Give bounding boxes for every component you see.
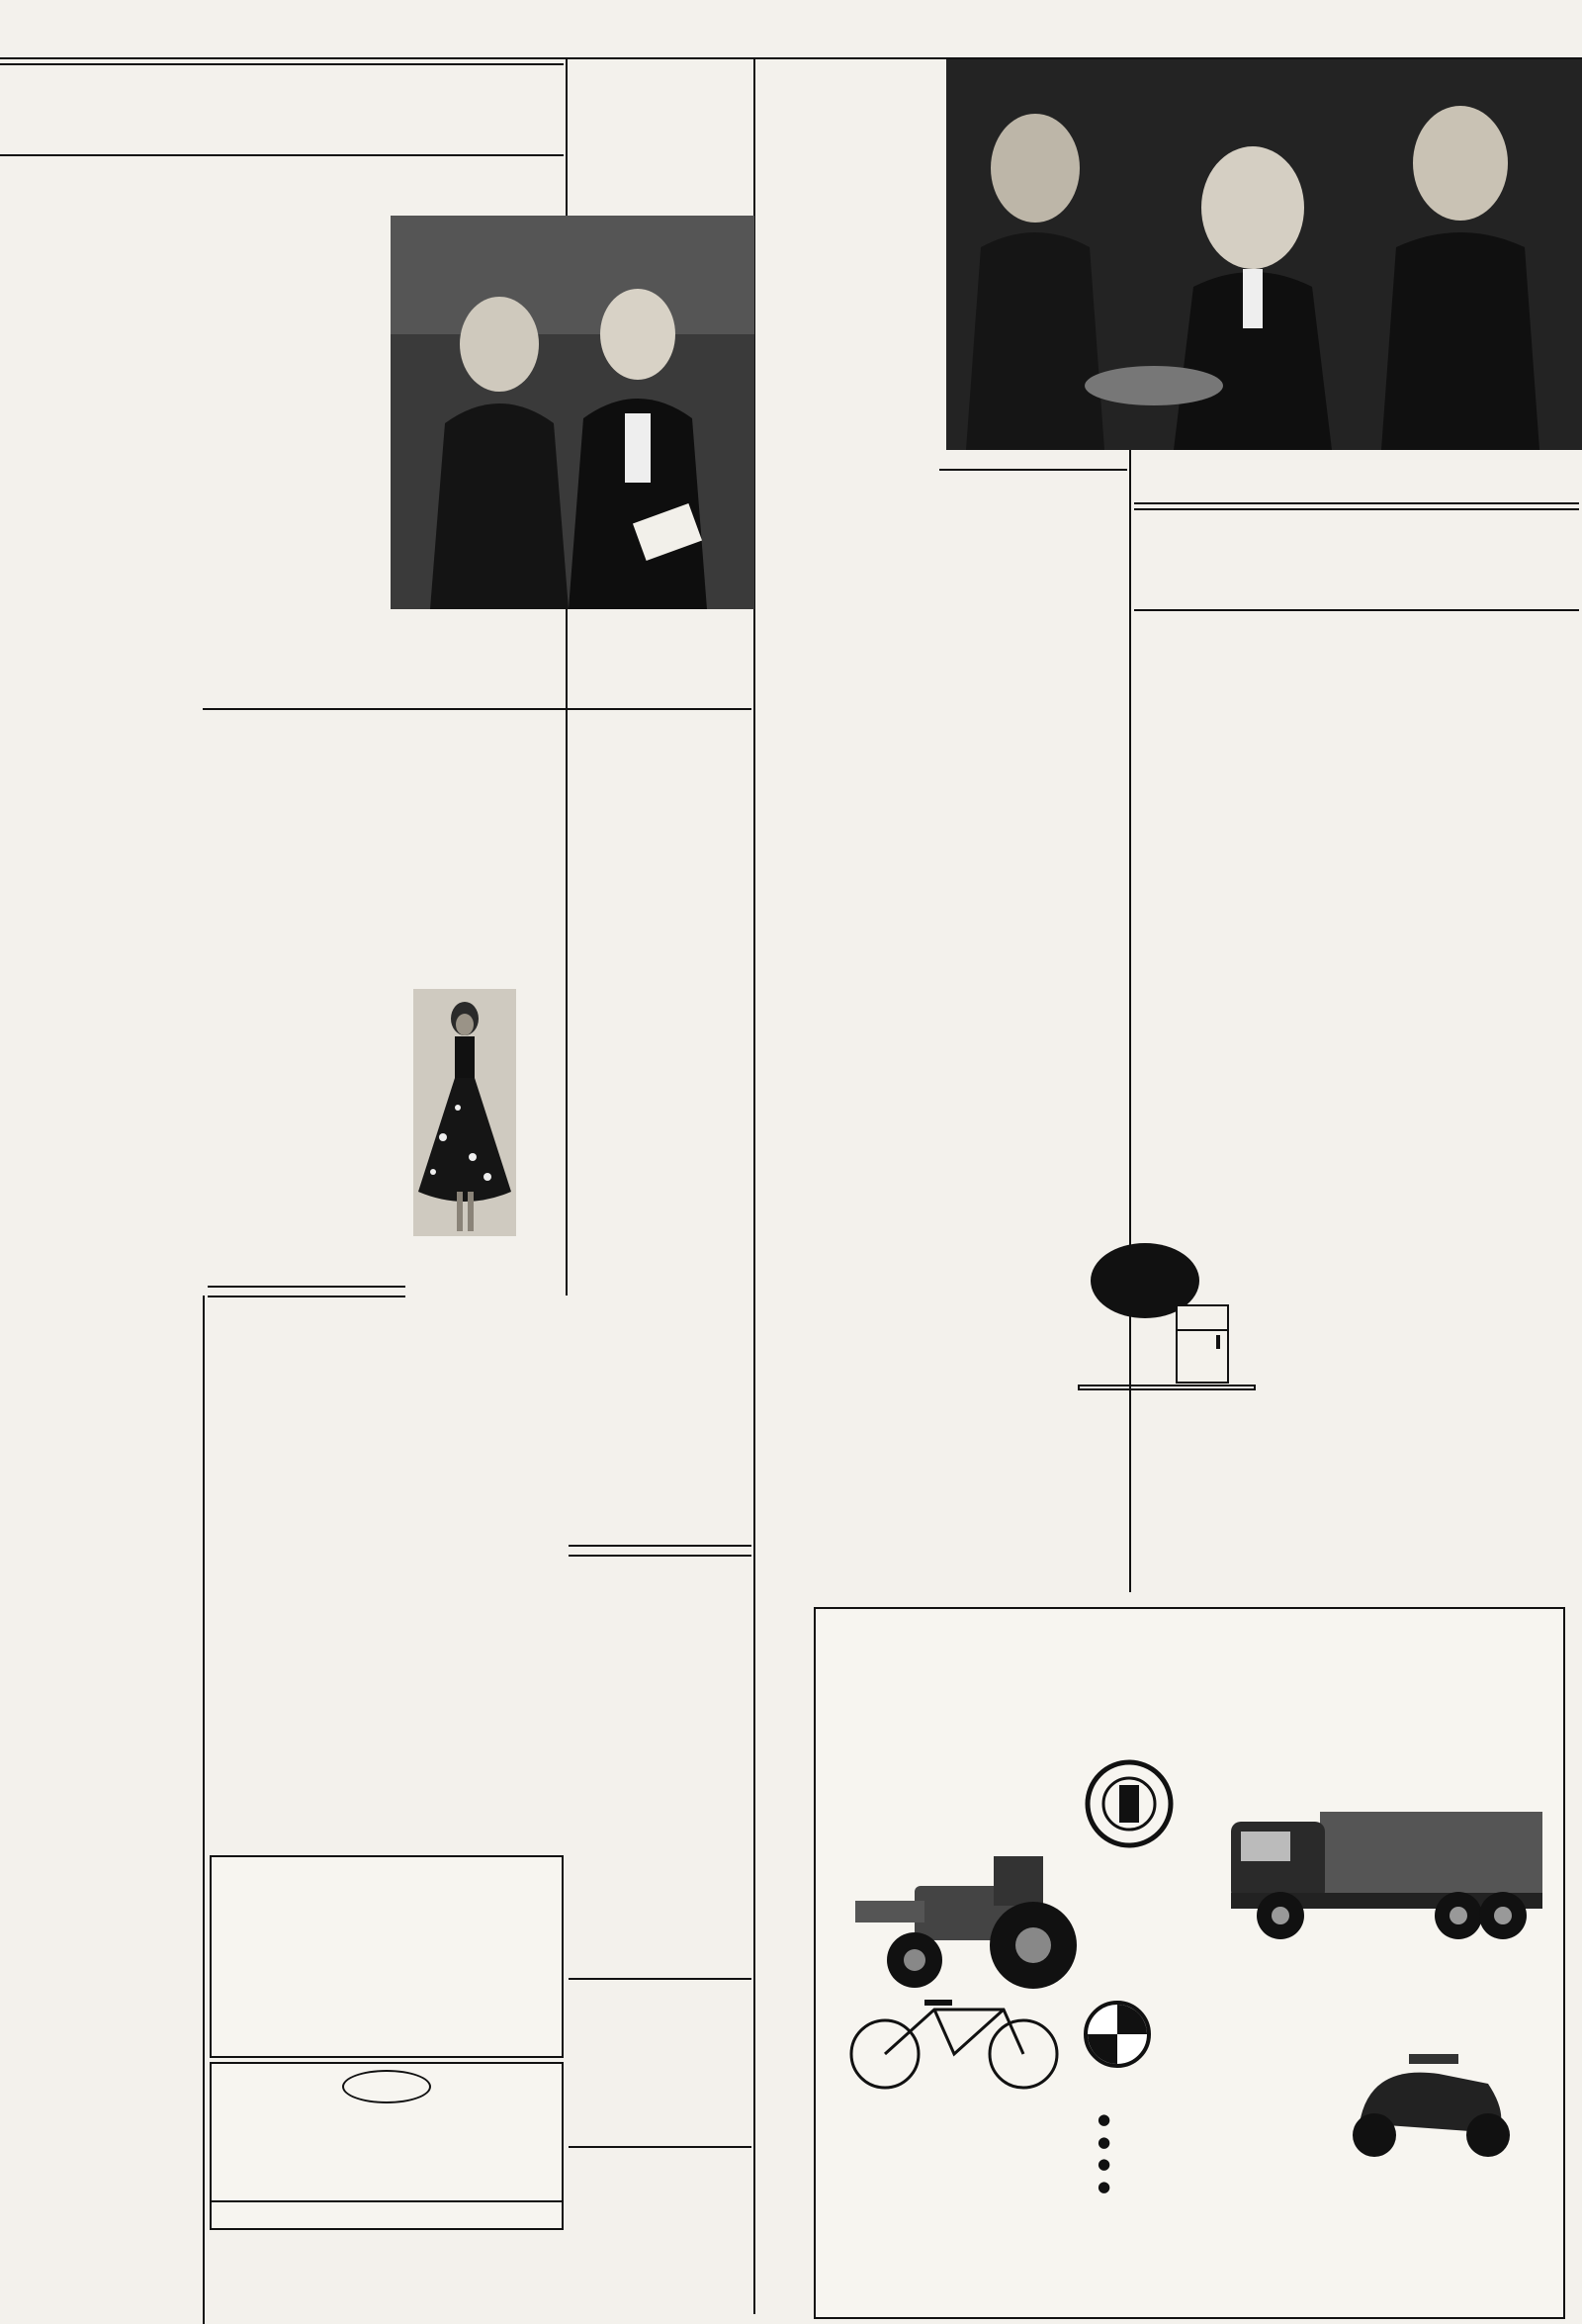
article-headline (569, 1545, 751, 1557)
bicycles-illustration (835, 1970, 1073, 2099)
classified-notice (569, 2146, 751, 2245)
steyr-puch-ad[interactable] (814, 1607, 1565, 2319)
classified-notice (759, 1493, 1127, 1533)
article-kicker (1134, 502, 1579, 510)
article-body (36, 297, 214, 1286)
article-headline (569, 94, 929, 106)
article-body (209, 878, 357, 1284)
photo-caption (394, 633, 751, 707)
puch-logo-icon (1083, 2000, 1152, 2069)
regina-slogan (1078, 1385, 1256, 1390)
hem-logo (342, 2070, 431, 2103)
hem-footer (212, 2200, 562, 2206)
article-subheadline (1134, 605, 1579, 611)
public-notice (569, 1978, 751, 2136)
article-body (410, 1345, 549, 1642)
scooter-icon (1330, 2024, 1528, 2163)
column-rule (203, 1296, 205, 2324)
truck-illustration (1211, 1782, 1547, 1950)
product-bullets (1098, 2108, 1335, 2197)
bullet-item: ● (1098, 2177, 1111, 2195)
company-offices (814, 2319, 1565, 2324)
news-photo (946, 59, 1582, 450)
photopress-ad[interactable] (210, 1855, 564, 2058)
bullet-item: ● (1098, 2155, 1111, 2173)
regina-ad[interactable] (1078, 1236, 1256, 1434)
article-headline (208, 1286, 405, 1297)
news-photo (413, 989, 516, 1236)
bullet-item: ● (1098, 2110, 1111, 2128)
article-headline (0, 148, 564, 156)
news-photo (391, 216, 754, 609)
fridge-icon (1078, 1236, 1256, 1385)
article-body (36, 1167, 199, 2314)
puch-logo (1083, 2000, 1152, 2069)
photo-illustration (391, 216, 754, 609)
article-body (222, 297, 386, 653)
article-body (1360, 687, 1579, 1498)
article-body (210, 1409, 403, 1647)
photo-caption (413, 1241, 516, 1330)
article-body (520, 878, 749, 1511)
article-body (571, 1654, 749, 1970)
article-body (759, 1127, 929, 1375)
article-kicker (203, 708, 751, 712)
photo-illustration (413, 989, 516, 1236)
hem-ad[interactable] (210, 2062, 564, 2230)
hem-body (220, 2111, 556, 2192)
scooter-illustration (1330, 2024, 1528, 2163)
truck-icon (1211, 1782, 1547, 1950)
article-body (941, 593, 1125, 1167)
photo-illustration (946, 59, 1582, 450)
article-kicker (0, 61, 564, 65)
bullet-item: ● (1098, 2132, 1111, 2151)
article-headline (939, 465, 1127, 471)
bicycle-icon (835, 1970, 1073, 2099)
